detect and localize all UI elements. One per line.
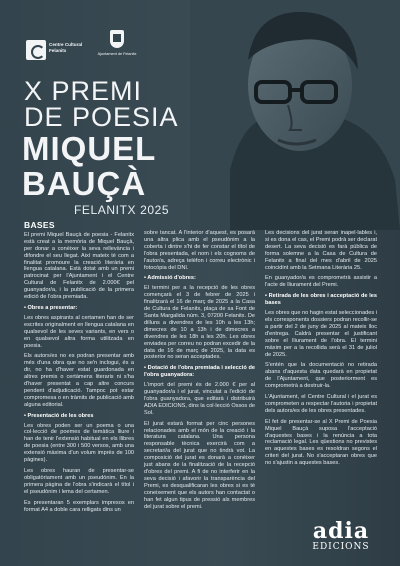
paragraph: El premi Miquel Bauçà de poesia - Felanitx està creat a la memòria de Miquel Bauçà, per donar a conèixer la seva rellevància i difondre el seu llegat. Així mateix té com a finalitat promoure la creació literària en llengua catalana. Està dotat amb un premi patrocinat per l'Ajuntament i el Centre Cultural de Felanitx de 2.000€ pel guanyador/a, i la publicació de la primera edició de l'obra premiada. (24, 231, 134, 301)
publisher-logo (306, 520, 376, 552)
publisher-sub: EDICIONS (312, 542, 370, 552)
column-2 (144, 230, 255, 514)
centre-cultural-mark-icon (26, 40, 46, 60)
section-heading: • Admissió d'obres: (144, 275, 196, 282)
paragraph: S'entén que la documentació no retirada abans d'aquesta data quedarà en propietat de l'Ajuntament, que posteriorment es comprometrà a destruir-la. (265, 362, 377, 390)
paragraph: El jurat estarà format per cinc persones relacionades amb el món de la creació i la literatura catalana. Una persona responsable tècnica exercirà com a secretari/a del jurat que no tindrà vot. La composició del jurat es donarà a conèixer just abans de la finalització de la recepció d'obres del premi. A fi de no interferir en la seva decisió i afavorir la transparència del Premi, es desqualificaran les obres si es té coneixement que els autors han contactat o han fet algun tipus de pressió als membres del jurat sobre el premi. (144, 420, 255, 510)
title-line-1: X PREMI (24, 76, 143, 106)
ajuntament-text: Ajuntament de Felanitx (97, 52, 137, 56)
section-heading: • Obres a presentar: (24, 304, 78, 311)
column-3 (265, 230, 377, 471)
section-heading: • Dotació de l'obra premiada i selecció de l'obra guanyadora: (144, 365, 255, 379)
title-subtitle: FELANITX 2025 (74, 203, 170, 217)
paragraph: Les obres poden ser un poema o una col·lecció de poemes de temàtica lliure i han de tenir l'extensió habitual en els llibres de poesia (entre 300 i 500 versos, amb una extensió màxima d'un volum imprès de 100 pàgines). (24, 422, 134, 464)
coat-of-arms-icon (110, 30, 124, 48)
section-heading: • Retirada de les obres i acceptació de les bases (265, 293, 377, 307)
title-line-2: DE POESIA (24, 102, 179, 132)
paragraph: L'import del premi és de 2.000 € per al guanyador/a i el jurat, vinculat a l'edició de l'obra guanyadora, que editarà i distribuirà ADIA EDICIONS, dins la col·lecció Ossos de Sol. (144, 382, 255, 416)
title-line-3: MIQUEL (22, 130, 157, 167)
column-1 (24, 222, 134, 517)
paragraph: Es presentaran 5 exemplars impresos en format A4 a doble cara relligats dins un (24, 499, 134, 513)
publisher-name: adia (312, 518, 370, 544)
paragraph: Les obres aspirants al certamen han de ser escrites originalment en llengua catalana en qualsevol de les seves variants, en vers o en qualsevol altra forma utilitzada en poesia. (24, 314, 134, 349)
bases-heading: BASES (24, 220, 55, 230)
paragraph: El fet de presentar-se al X Premi de Poesia Miquel Bauçà suposa l'acceptació d'aquestes bases i la renúncia a tota reclamació legal. Les qüestions no previstes en aquestes bases es resoldran segons el criteri del jurat. No s'acceptaran obres que no s'ajustin a aquestes bases. (265, 418, 377, 467)
paragraph: L'Ajuntament, el Centre Cultural i el jurat es comprometen a respectar l'autoria i propietat dels autors/es de les obres presentades. (265, 394, 377, 414)
paragraph: sobre tancat. A l'interior d'aquest, es posarà una altra plica amb el pseudònim a la coberta i dintre s'hi de fer constar el títol de l'obra presentada, el nom i els cognoms de l'autor/a, adreça telèfon i correu electrònic i fotocòpia del DNI. (144, 230, 255, 271)
paragraph: En guanyador/a es comprometrà assistir a l'acte de lliurament del Premi. (265, 275, 377, 289)
paragraph: Els autors/es no es podran presentar amb més d'una obra que no se'n inclogui, és a dir, no ha d'haver estat guardonada en altres premis o certàmens literaris ni s'ha d'haver presentat a cap altre concurs pendent d'adjudicació. Tampoc pot estar compromesa o en tràmits de publicació amb alguna editorial. (24, 353, 134, 408)
portrait-photo (190, 0, 400, 230)
title-line-4: BAUÇÀ (22, 165, 147, 202)
paragraph: Les obres hauran de presentar-se obligatòriament amb un pseudònim. En la primera pàgina de l'obra s'indicarà el títol i el pseudònim i lema del certamen. (24, 468, 134, 495)
paragraph: Les obres que no hagin estat seleccionades i els corresponents dossiers podran recollir-se a partir del 2 de juny de 2025 al mateix lloc d'entrega. Caldrà presentar el justificant sobre el lliurament de l'obra. El termini màxim per a la recollida serà el 31 de juliol de 2025. (265, 310, 377, 358)
centre-cultural-text: Centre Cultural Felanitx (49, 42, 83, 53)
ajuntament-logo (96, 30, 138, 64)
centre-cultural-logo (26, 40, 86, 62)
section-heading: • Presentació de les obres (24, 412, 94, 419)
paragraph: El termini per a la recepció de les obres començarà el 3 de febrer de 2025 i finalitzarà el 16 de març de 2025 a la Casa de Cultura de Felanitx, plaça de sa Font de Santa Margalida núm. 3, 07200 Felanitx. De dilluns a divendres de les 10h a les 13h; dimecres de 10 a 13h i de dimecres a divendres de les 18h a les 20h. Les obres enviades per correu no podran excedir de la data de 16 de març de 2025, la data es posterior no seran acceptades. (144, 285, 255, 361)
paragraph: Les decisions del jurat seran inapel·lables i, si es dona el cas, el Premi podrà ser declarat desert. La seva decisió es farà pública de forma solemne a la Casa de Cultura de Felanitx a final del mes d'abril de 2025 coincidint amb la Setmana Literària 25. (265, 230, 377, 271)
